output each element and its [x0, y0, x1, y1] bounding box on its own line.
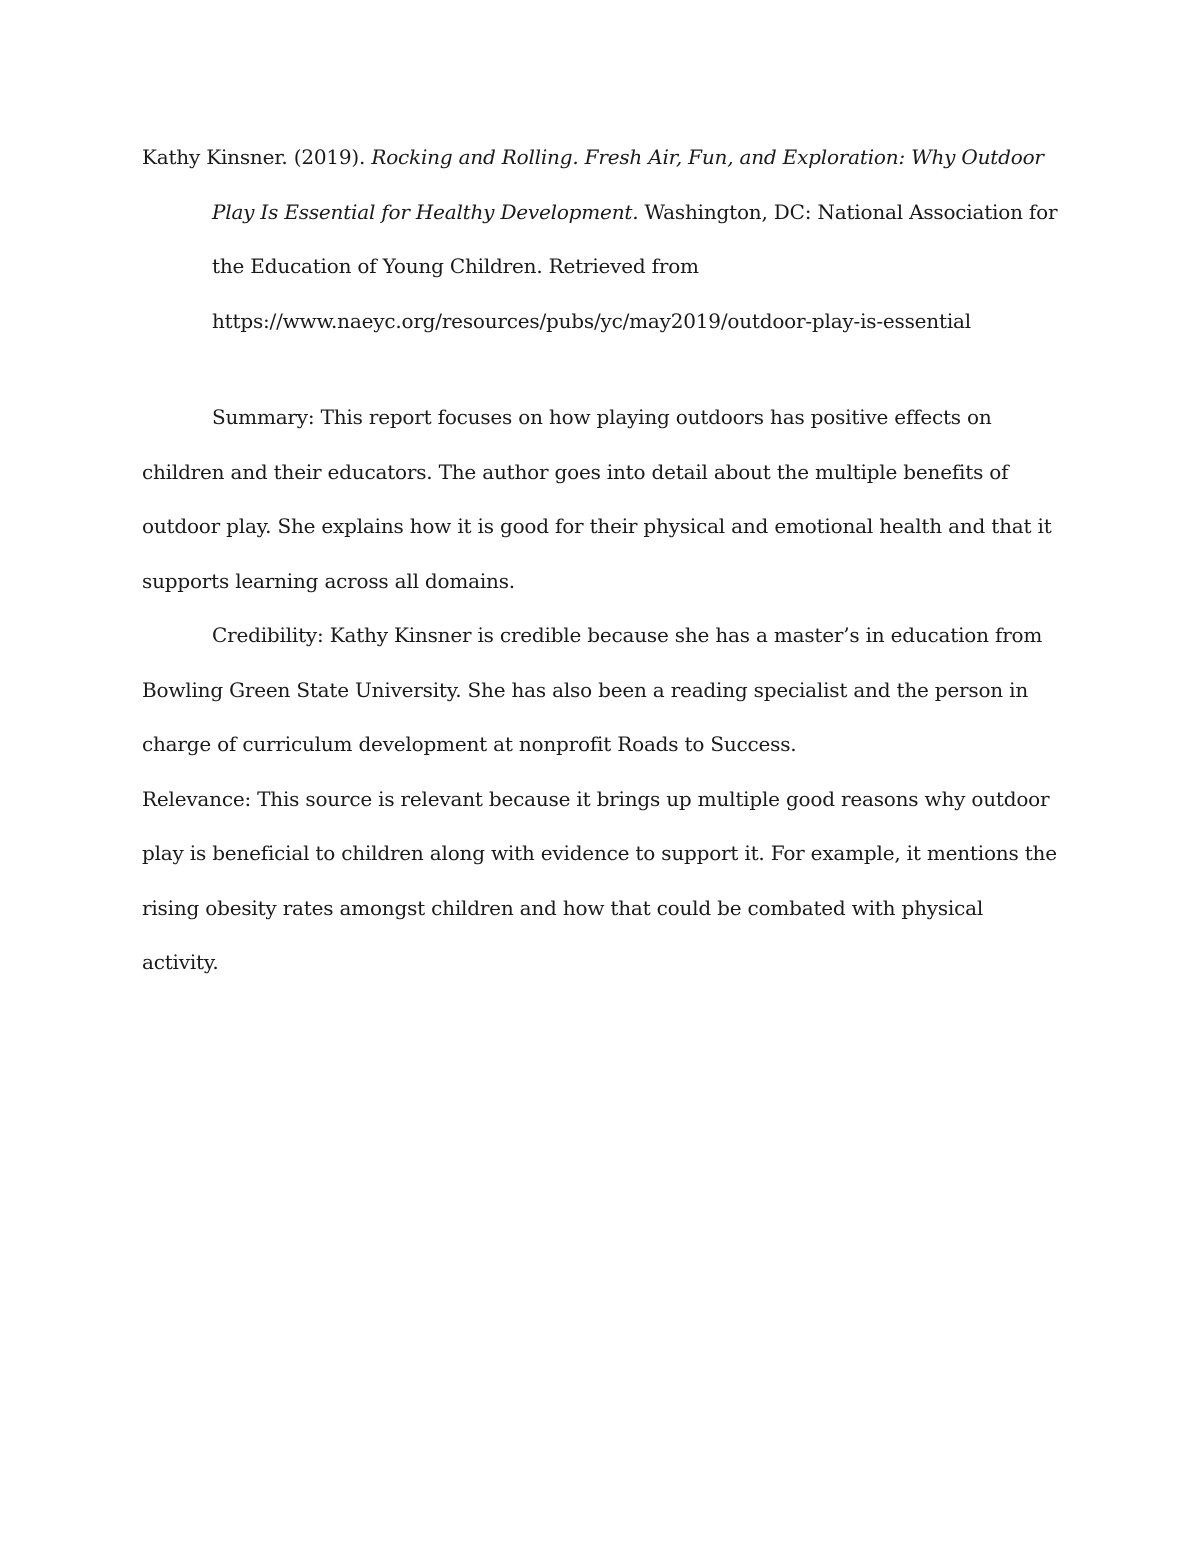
- citation-article-title: Rocking and Rolling: [371, 145, 573, 169]
- section-spacer: [142, 348, 1062, 390]
- citation-publisher: Washington, DC: National Association for the Education of Young Children. Retrieved from: [212, 199, 1058, 278]
- summary-paragraph: Summary: This report focuses on how playing outdoors has positive effects on children and their educators. The author goes into detail about the multiple benefits of outdoor play. She explains how it is good for their physical and emotional health and that it supports learning across all domains.: [142, 405, 1052, 593]
- citation-book-period: .: [632, 199, 639, 224]
- citation-author: Kathy Kinsner. (2019).: [142, 145, 372, 169]
- citation-article-period: .: [572, 145, 585, 169]
- citation-book-title: Fresh Air, Fun, and Exploration: Why Outdoor Play Is Essential for Healthy Development: [212, 145, 1044, 224]
- citation-entry: [142, 130, 1062, 348]
- citation-url: https://www.naeyc.org/resources/pubs/yc/may2019/outdoor-play-is-essential: [212, 308, 971, 333]
- credibility-paragraph: Credibility: Kathy Kinsner is credible because she has a master’s in education from Bowling Green State University. She has also been a reading specialist and the person in charge of curriculum development at nonprofit Roads to Success.: [142, 623, 1043, 756]
- relevance-paragraph: Relevance: This source is relevant because it brings up multiple good reasons why outdoor play is beneficial to children along with evidence to support it. For example, it mentions the rising obesity rates amongst children and how that could be combated with physical activity.: [142, 786, 1057, 974]
- document-body: [142, 130, 1062, 990]
